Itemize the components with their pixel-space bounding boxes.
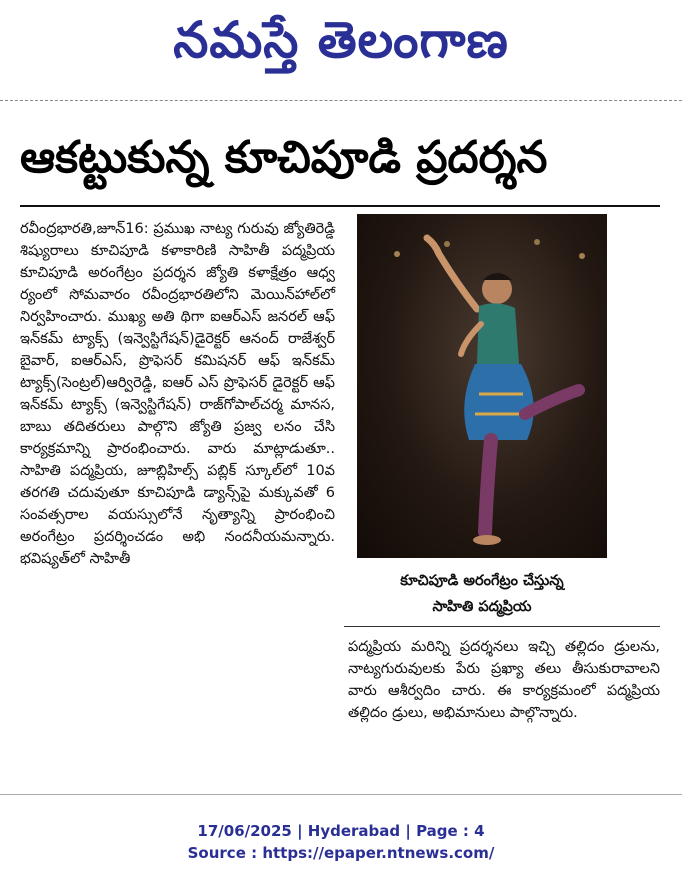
masthead — [0, 0, 682, 80]
footer-dateline: 17/06/2025 | Hyderabad | Page : 4 — [197, 822, 485, 840]
stage-light — [444, 241, 450, 247]
dancer-blouse — [477, 303, 519, 368]
footer — [0, 820, 682, 864]
article-body-right-column — [348, 636, 660, 724]
dancer-foot — [473, 535, 501, 545]
dancer-raised-arm — [427, 238, 477, 309]
dancer-photo — [357, 214, 607, 558]
stage-light — [394, 251, 400, 257]
photo-caption-line-1: కూచిపూడి అరంగేట్రం చేస్తున్న — [400, 573, 564, 589]
headline-divider — [20, 205, 660, 207]
dancer-hair — [483, 273, 512, 280]
photo-caption — [357, 568, 607, 620]
dancer-illustration — [357, 214, 607, 558]
article-body-right-text: పద్మప్రియ మరిన్ని ప్రదర్శనలు ఇచ్చి తల్లిదం డ్రులను, నాట్యగురువులకు పేరు ప్రఖ్యా తలు తీసుకురావాలని వారు ఆశీర్వదిం చారు. ఈ కార్యక్రమంలో పద్మప్రియ తల్లిదం డ్రులు, అభిమానులు పాల్గొన్నారు. — [348, 639, 660, 721]
article-body-left-text: రవీంద్రభారతి,జూన్16: ప్రముఖ నాట్య గురువు జ్యోతిరెడ్డి శిష్యురాలు కూచిపూడి కళాకారిణి సాహితీ పద్మప్రియ కూచిపూడి అరంగేట్రం ప్రదర్శన జ్యోతి కళాక్షేత్రం ఆధ్వ ర్యంలో సోమవారం రవీంద్రభారతిలోని మెయిన్‌హాల్‌లో నిర్వహించారు. ముఖ్య అతి థిగా ఐఆర్‌ఎస్ జనరల్ ఆఫ్ ఇన్‌కమ్ ట్యాక్స్ (ఇన్వెస్టిగేషన్)డైరెక్టర్ ఆనంద్ రాజేశ్వర్ బైవార్, ఐఆర్‌ఎస్, ప్రొఫెసర్ కమిషనర్ ఆఫ్ ఇన్‌కమ్ ట్యాక్స్(సెంట్రల్)ఆర్విరెడ్డి, ఐఆర్ ఎస్ ప్రొఫెసర్ డైరెక్టర్ ఆఫ్ ఇన్‌కమ్ ట్యాక్స్ (ఇన్వెస్టిగేషన్) రాజ్‌గోపాల్‌చర్మ మానస, బాబు తదితరులు పాల్గొని జ్యోతి ప్రజ్వ లనం చేసి కార్యక్రమాన్ని ప్రారంభించారు. వారు మాట్లాడుతూ.. సాహితి పద్మప్రియ, జూబ్లిహిల్స్ పబ్లిక్ స్కూల్‌లో 10వ తరగతి చదువుతూ కూచిపూడి డ్యాన్స్‌పై మక్కువతో 6 సంవత్సరాల వయస్సులోనే నృత్యాన్ని ప్రారంభించి అరంగేట్రం ప్రదర్శించడం అభి నందనీయమన్నారు. భవిష్యత్‌లో సాహితీ — [20, 221, 335, 567]
footer-source: Source : https://epaper.ntnews.com/ — [187, 844, 495, 862]
stage-light — [579, 253, 585, 259]
bottom-divider — [0, 794, 682, 795]
stage-light — [534, 239, 540, 245]
top-divider — [0, 100, 682, 101]
newspaper-logo: నమస్తే తెలంగాణ — [173, 11, 509, 69]
article-headline: ఆకట్టుకున్న కూచిపూడి ప్రదర్శన — [20, 132, 548, 183]
dancer-standing-leg — [485, 440, 491, 532]
article-body-left-column — [20, 218, 335, 570]
photo-caption-line-2: సాహితి పద్మప్రియ — [432, 599, 532, 615]
caption-divider — [344, 626, 660, 627]
dancer-costume-skirt — [464, 364, 534, 440]
